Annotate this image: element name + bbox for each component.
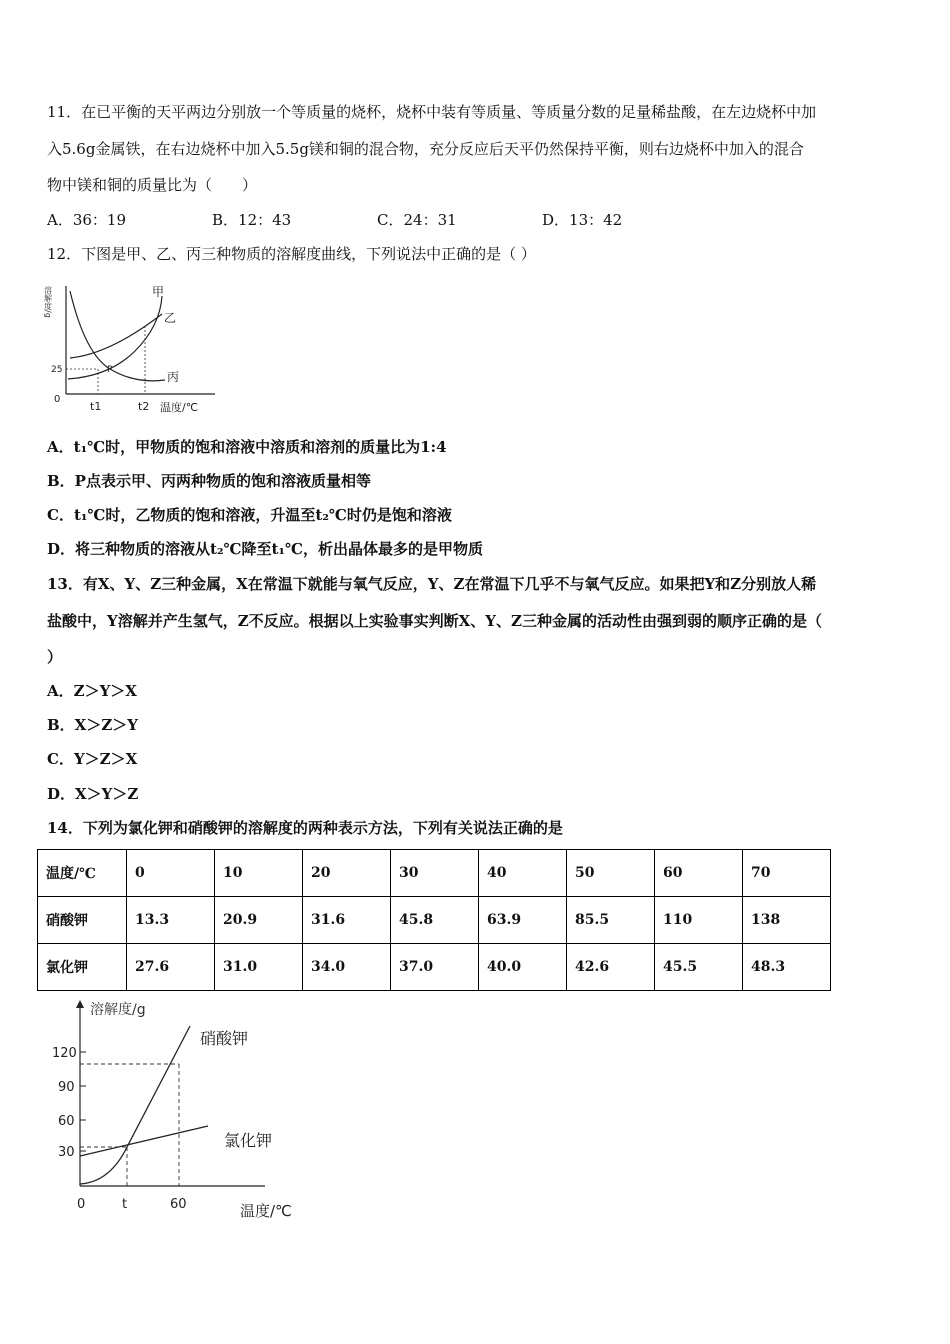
table-row xyxy=(38,944,831,991)
table-cell: 85.5 xyxy=(567,897,655,944)
q12-label-yi: 乙 xyxy=(164,311,177,325)
table-header-cell: 60 xyxy=(655,850,743,897)
table-cell: 48.3 xyxy=(743,944,831,991)
q14-y-arrow xyxy=(76,1000,84,1008)
table-cell: 氯化钾 xyxy=(38,944,127,991)
q13-option-a: A．Z＞Y＞X xyxy=(47,682,137,700)
table-cell: 27.6 xyxy=(127,944,215,991)
table-cell: 45.5 xyxy=(655,944,743,991)
q12-label-bing: 丙 xyxy=(167,370,180,384)
table-cell: 13.3 xyxy=(127,897,215,944)
table-header-cell: 40 xyxy=(479,850,567,897)
q14-curve-kcl xyxy=(80,1126,208,1156)
table-cell: 20.9 xyxy=(215,897,303,944)
table-header-cell: 50 xyxy=(567,850,655,897)
q14-y-tick-label-120: 120 xyxy=(52,1046,77,1061)
table-cell: 31.0 xyxy=(215,944,303,991)
q12-x-label: 温度/℃ xyxy=(160,401,199,414)
q14-stem: 14．下列为氯化钾和硝酸钾的溶解度的两种表示方法，下列有关说法正确的是 xyxy=(47,819,563,837)
q14-y-label: 溶解度/g xyxy=(90,1002,146,1018)
table-cell: 110 xyxy=(655,897,743,944)
q12-stem: 12．下图是甲、乙、丙三种物质的溶解度曲线，下列说法中正确的是（ ） xyxy=(47,245,536,263)
q12-y-tick-25: 25 xyxy=(51,365,63,375)
q14-solubility-graph xyxy=(40,996,310,1226)
q14-solubility-table xyxy=(37,849,831,991)
q14-x-tick-label-0: 0 xyxy=(77,1197,86,1212)
q14-y-tick-label-60: 60 xyxy=(58,1114,75,1129)
q11-stem-line2: 入5.6g金属铁，在右边烧杯中加入5.5g镁和铜的混合物，充分反应后天平仍然保持平衡，则右边烧杯中加入的混合 xyxy=(47,140,804,158)
q11-option-c: C．24：31 xyxy=(377,211,457,229)
table-cell: 34.0 xyxy=(303,944,391,991)
q12-option-a: A．t₁℃时，甲物质的饱和溶液中溶质和溶剂的质量比为1:4 xyxy=(47,438,447,456)
q12-option-c: C．t₁℃时，乙物质的饱和溶液，升温至t₂℃时仍是饱和溶液 xyxy=(47,506,452,524)
table-header-cell: 温度/℃ xyxy=(38,850,127,897)
q12-x-tick-t1: t1 xyxy=(90,400,102,413)
q13-stem-line1: 13．有X、Y、Z三种金属，X在常温下就能与氧气反应，Y、Z在常温下几乎不与氧气反应。如果把Y和Z分别放人稀 xyxy=(47,575,817,593)
q13-option-d: D．X＞Y＞Z xyxy=(47,785,139,803)
q12-origin: 0 xyxy=(54,394,61,405)
q14-curve-kno3 xyxy=(80,1026,190,1184)
table-cell: 37.0 xyxy=(391,944,479,991)
q12-option-d: D．将三种物质的溶液从t₂℃降至t₁℃，析出晶体最多的是甲物质 xyxy=(47,540,483,558)
table-header-cell: 0 xyxy=(127,850,215,897)
q11-stem-line1: 11．在已平衡的天平两边分别放一个等质量的烧杯，烧杯中装有等质量、等质量分数的足量稀盐酸，在左边烧杯中加 xyxy=(47,103,817,121)
table-cell: 63.9 xyxy=(479,897,567,944)
q13-stem-line2: 盐酸中，Y溶解并产生氢气，Z不反应。根据以上实验事实判断X、Y、Z三种金属的活动性由强到弱的顺序正确的是（ xyxy=(47,612,822,630)
q14-label-kno3: 硝酸钾 xyxy=(200,1029,249,1048)
table-header-cell: 10 xyxy=(215,850,303,897)
table-cell: 硝酸钾 xyxy=(38,897,127,944)
q12-option-b: B．P点表示甲、丙两种物质的饱和溶液质量相等 xyxy=(47,472,371,490)
q11-stem-line3: 物中镁和铜的质量比为（ ） xyxy=(47,176,258,194)
table-header-cell: 70 xyxy=(743,850,831,897)
q13-stem-line3: ） xyxy=(47,648,63,666)
table-cell: 40.0 xyxy=(479,944,567,991)
q14-x-label: 温度/℃ xyxy=(240,1202,292,1220)
q12-y-label: 溶解度/g xyxy=(43,286,53,318)
q14-y-tick-label-90: 90 xyxy=(58,1080,75,1095)
q12-x-tick-t2: t2 xyxy=(138,400,150,413)
table-cell: 42.6 xyxy=(567,944,655,991)
q12-solubility-graph xyxy=(40,276,220,421)
q12-curve-jia xyxy=(68,296,162,379)
q13-option-b: B．X＞Z＞Y xyxy=(47,716,138,734)
table-header-cell: 20 xyxy=(303,850,391,897)
q12-curve-bing xyxy=(70,291,165,381)
q11-option-b: B．12：43 xyxy=(212,211,292,229)
q11-option-a: A．36：19 xyxy=(47,211,127,229)
q12-point-p: P xyxy=(107,365,113,375)
q12-label-jia: 甲 xyxy=(152,285,165,299)
q11-options xyxy=(47,210,622,230)
table-cell: 138 xyxy=(743,897,831,944)
table-cell: 31.6 xyxy=(303,897,391,944)
q14-x-tick-label-60: 60 xyxy=(170,1197,187,1212)
q14-x-tick-label-t: t xyxy=(122,1197,128,1212)
table-header-cell: 30 xyxy=(391,850,479,897)
q14-y-tick-label-30: 30 xyxy=(58,1145,75,1160)
table-row xyxy=(38,897,831,944)
q11-option-d: D．13：42 xyxy=(542,211,623,229)
table-cell: 45.8 xyxy=(391,897,479,944)
q13-option-c: C．Y＞Z＞X xyxy=(47,750,138,768)
q14-label-kcl: 氯化钾 xyxy=(224,1131,273,1150)
table-row xyxy=(38,850,831,897)
